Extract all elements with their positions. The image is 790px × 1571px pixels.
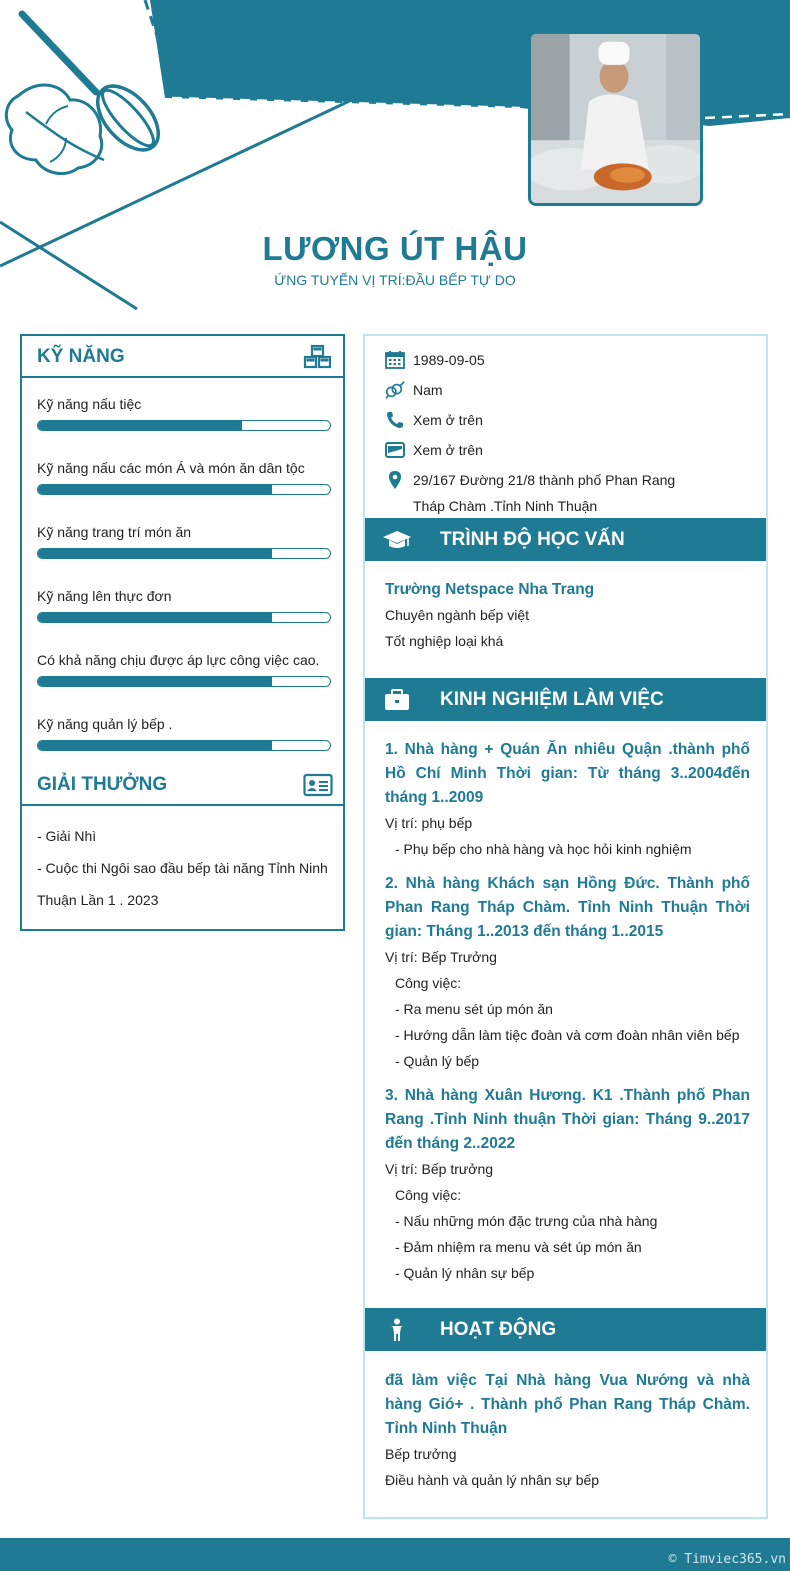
skill-bar <box>37 548 331 559</box>
skill-label: Kỹ năng nấu các món Á và món ăn dân tộc <box>37 460 305 476</box>
activity-heading: đã làm việc Tại Nhà hàng Vua Nướng và nhà hàng Gió+ . Thành phố Phan Rang Tháp Chàm. Tỉnh Ninh Thuận <box>385 1372 750 1437</box>
left-column <box>20 334 345 931</box>
award-line: Thuận Lần 1 . 2023 <box>37 892 159 908</box>
address-line-2: Tháp Chàm .Tỉnh Ninh Thuận <box>413 498 598 514</box>
skill-bar <box>37 420 331 431</box>
job-item <box>385 738 750 862</box>
skill-bar-fill <box>38 421 242 430</box>
calendar-icon <box>385 351 405 369</box>
job-line: - Quản lý bếp <box>395 1053 480 1069</box>
applied-position: ỨNG TUYỂN VỊ TRÍ:ĐẦU BẾP TỰ DO <box>274 272 516 288</box>
skill-bar-fill <box>38 677 272 686</box>
job-line: - Hướng dẫn làm tiệc đoàn và cơm đoàn nhân viên bếp <box>395 1027 740 1043</box>
award-line: - Cuộc thi Ngôi sao đầu bếp tài năng Tỉnh Ninh <box>37 860 328 876</box>
skill-bar <box>37 612 331 623</box>
id-card-icon <box>303 772 333 798</box>
skill-bar <box>37 484 331 495</box>
email-value: Xem ở trên <box>413 442 483 458</box>
briefcase-icon <box>383 688 411 712</box>
job-heading: 3. Nhà hàng Xuân Hương. K1 .Thành phố Phan Rang .Tỉnh Ninh thuận Thời gian: Tháng 9..2017 đến tháng 2..2022 <box>385 1087 750 1152</box>
email-row <box>385 437 755 463</box>
phone-row <box>385 407 755 433</box>
footer-bar <box>0 1538 790 1571</box>
job-line: - Ra menu sét úp món ăn <box>395 1001 553 1017</box>
email-icon <box>385 441 405 459</box>
birthday-row <box>385 347 755 373</box>
skill-label: Kỹ năng trang trí món ăn <box>37 524 192 540</box>
education-header <box>365 518 766 561</box>
school-name: Trường Netspace Nha Trang <box>385 581 595 598</box>
awards-header <box>22 764 343 806</box>
skill-bar-fill <box>38 613 272 622</box>
address-line-1: 29/167 Đường 21/8 thành phố Phan Rang <box>413 472 676 488</box>
address-row <box>385 467 755 519</box>
gender-value: Nam <box>413 382 443 398</box>
education-content <box>385 578 750 654</box>
experience-content <box>385 738 750 1286</box>
awards-title: GIẢI THƯỞNG <box>37 774 168 795</box>
job-heading: 2. Nhà hàng Khách sạn Hồng Đức. Thành phố Phan Rang Tháp Chàm. Tỉnh Ninh Thuận Thời gian: Tháng 1..2013 đến tháng 1..2015 <box>385 875 750 940</box>
phone-value: Xem ở trên <box>413 412 483 428</box>
job-line: - Nấu những món đặc trưng của nhà hàng <box>395 1213 658 1229</box>
birthday-value: 1989-09-05 <box>413 352 485 368</box>
skill-item <box>37 395 330 459</box>
skills-list <box>22 378 343 779</box>
job-role: Vị trí: Bếp trưởng <box>385 1161 494 1177</box>
award-line: - Giải Nhì <box>37 828 97 844</box>
job-line: - Quản lý nhân sự bếp <box>395 1265 535 1281</box>
right-column <box>363 334 768 1519</box>
activity-line: Bếp trưởng <box>385 1446 457 1462</box>
skill-item <box>37 651 330 715</box>
job-heading: 1. Nhà hàng + Quán Ăn nhiêu Quận .thành phố Hồ Chí Minh Thời gian: Từ tháng 3..2004đến tháng 1..2009 <box>385 741 750 806</box>
watermark: © Timviec365.vn <box>668 1552 786 1567</box>
skill-bar-fill <box>38 485 272 494</box>
skill-item <box>37 587 330 651</box>
skill-bar-fill <box>38 549 272 558</box>
profile-photo <box>528 31 703 206</box>
activities-header <box>365 1308 766 1351</box>
job-role: Vị trí: Bếp Trưởng <box>385 949 497 965</box>
job-line: Công việc: <box>395 1187 462 1203</box>
activities-content <box>385 1369 750 1493</box>
job-line: - Đảm nhiệm ra menu và sét úp món ăn <box>395 1239 642 1255</box>
cubes-icon <box>303 344 333 370</box>
skill-label: Có khả năng chịu được áp lực công việc cao. <box>37 652 320 668</box>
skill-bar <box>37 676 331 687</box>
skills-header <box>22 336 343 378</box>
gender-row <box>385 377 755 403</box>
skill-label: Kỹ năng lên thực đơn <box>37 588 172 604</box>
job-item <box>385 872 750 1074</box>
job-role: Vị trí: phụ bếp <box>385 815 473 831</box>
skills-title: KỸ NĂNG <box>37 346 125 367</box>
awards-list <box>37 820 337 916</box>
graduation-cap-icon <box>383 528 411 552</box>
skill-bar-fill <box>38 741 272 750</box>
location-pin-icon <box>385 471 405 489</box>
experience-header <box>365 678 766 721</box>
job-item <box>385 1084 750 1286</box>
person-icon <box>383 1318 411 1342</box>
education-major: Chuyên ngành bếp việt <box>385 607 529 623</box>
job-line: - Phụ bếp cho nhà hàng và học hỏi kinh nghiệm <box>395 841 692 857</box>
education-title: TRÌNH ĐỘ HỌC VẤN <box>440 529 625 550</box>
activities-title: HOẠT ĐỘNG <box>440 1319 557 1340</box>
education-grade: Tốt nghiệp loại khá <box>385 633 504 649</box>
activity-line: Điều hành và quản lý nhân sự bếp <box>385 1472 600 1488</box>
skill-label: Kỹ năng nấu tiệc <box>37 396 142 412</box>
skill-label: Kỹ năng quản lý bếp . <box>37 716 173 732</box>
skill-item <box>37 459 330 523</box>
candidate-name: LƯƠNG ÚT HẬU <box>262 230 528 267</box>
skill-item <box>37 523 330 587</box>
phone-icon <box>385 411 405 429</box>
experience-title: KINH NGHIỆM LÀM VIỆC <box>440 689 664 710</box>
job-line: Công việc: <box>395 975 462 991</box>
skill-bar <box>37 740 331 751</box>
gender-icon <box>385 381 405 399</box>
